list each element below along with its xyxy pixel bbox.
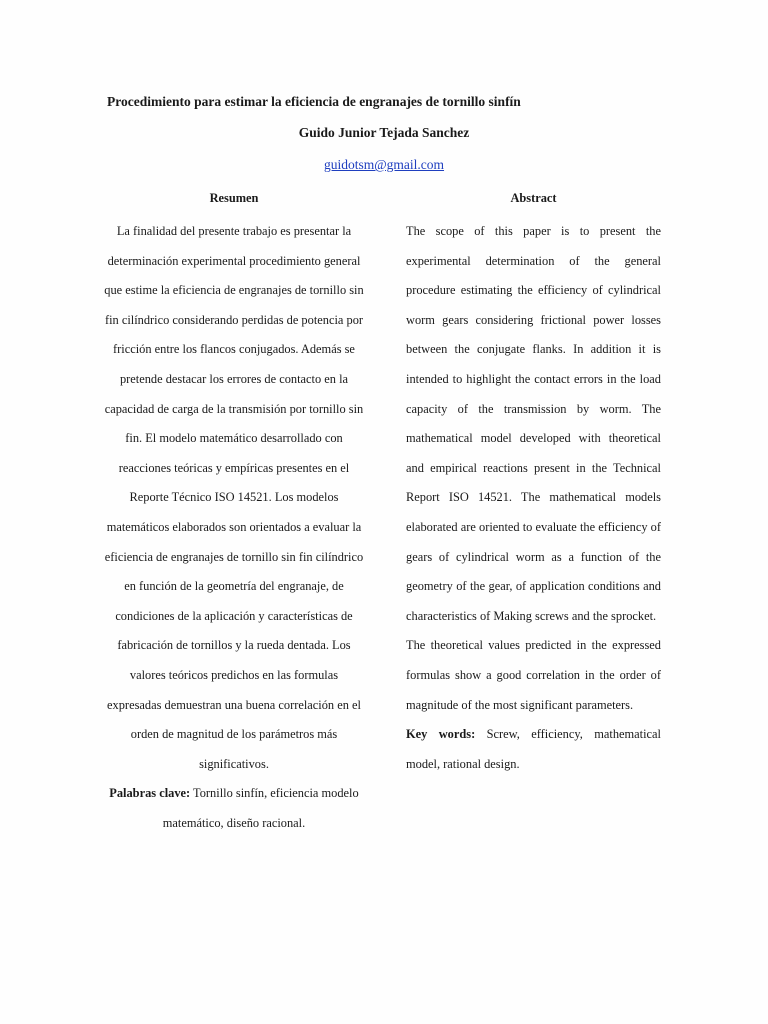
resumen-heading: Resumen <box>209 191 259 205</box>
abstract-keywords <box>406 720 661 779</box>
resumen-column <box>103 188 365 838</box>
abstract-keywords-label: Key words: <box>406 727 476 742</box>
abstract-body-paragraph-1: The scope of this paper is to present the experimental determination of the general procedure estimating the efficiency of cylindrical worm gears considering frictional power losses between the conjugate flanks. In addition it is intended to highlight the contact errors in the load capacity of the transmission by worm. The mathematical model developed with theoretical and empirical reactions present in the Technical Report ISO 14521. The mathematical models elaborated are oriented to evaluate the efficiency of gears of cylindrical worm as a function of the geometry of the gear, of application conditions and characteristics of Making screws and the sprocket. <box>406 224 661 623</box>
resumen-keywords <box>103 779 365 838</box>
abstract-column <box>406 188 661 779</box>
abstract-heading: Abstract <box>510 191 557 205</box>
abstract-body-paragraph-2: The theoretical values predicted in the expressed formulas show a good correlation in the order of magnitude of the most significant parameters. <box>406 638 661 712</box>
paper-title: Procedimiento para estimar la eficiencia de engranajes de tornillo sinfín <box>107 94 521 109</box>
resumen-body: La finalidad del presente trabajo es presentar la determinación experimental procedimiento general que estime la eficiencia de engranajes de tornillo sin fin cilíndrico considerando perdidas de potencia por fricción entre los flancos conjugados. Además se pretende destacar los errores de contacto en la capacidad de carga de la transmisión por tornillo sin fin. El modelo matemático desarrollado con reacciones teóricas y empíricas presentes en el Reporte Técnico ISO 14521. Los modelos matemáticos elaborados son orientados a evaluar la eficiencia de engranajes de tornillo sin fin cilíndrico en función de la geometría del engranaje, de condiciones de la aplicación y características de fabricación de tornillos y la rueda dentada. Los valores teóricos predichos en las formulas expresadas demuestran una buena correlación en el orden de magnitud de los parámetros más significativos. <box>104 224 364 771</box>
author-email-link[interactable]: guidotsm@gmail.com <box>323 157 445 172</box>
resumen-keywords-label: Palabras clave: <box>109 786 191 801</box>
resumen-keywords-text: Tornillo sinfín, eficiencia modelo matemático, diseño racional. <box>162 786 359 830</box>
author-name: Guido Junior Tejada Sanchez <box>298 125 470 140</box>
abstract-keywords-text: Screw, efficiency, mathematical model, rational design. <box>406 727 661 771</box>
